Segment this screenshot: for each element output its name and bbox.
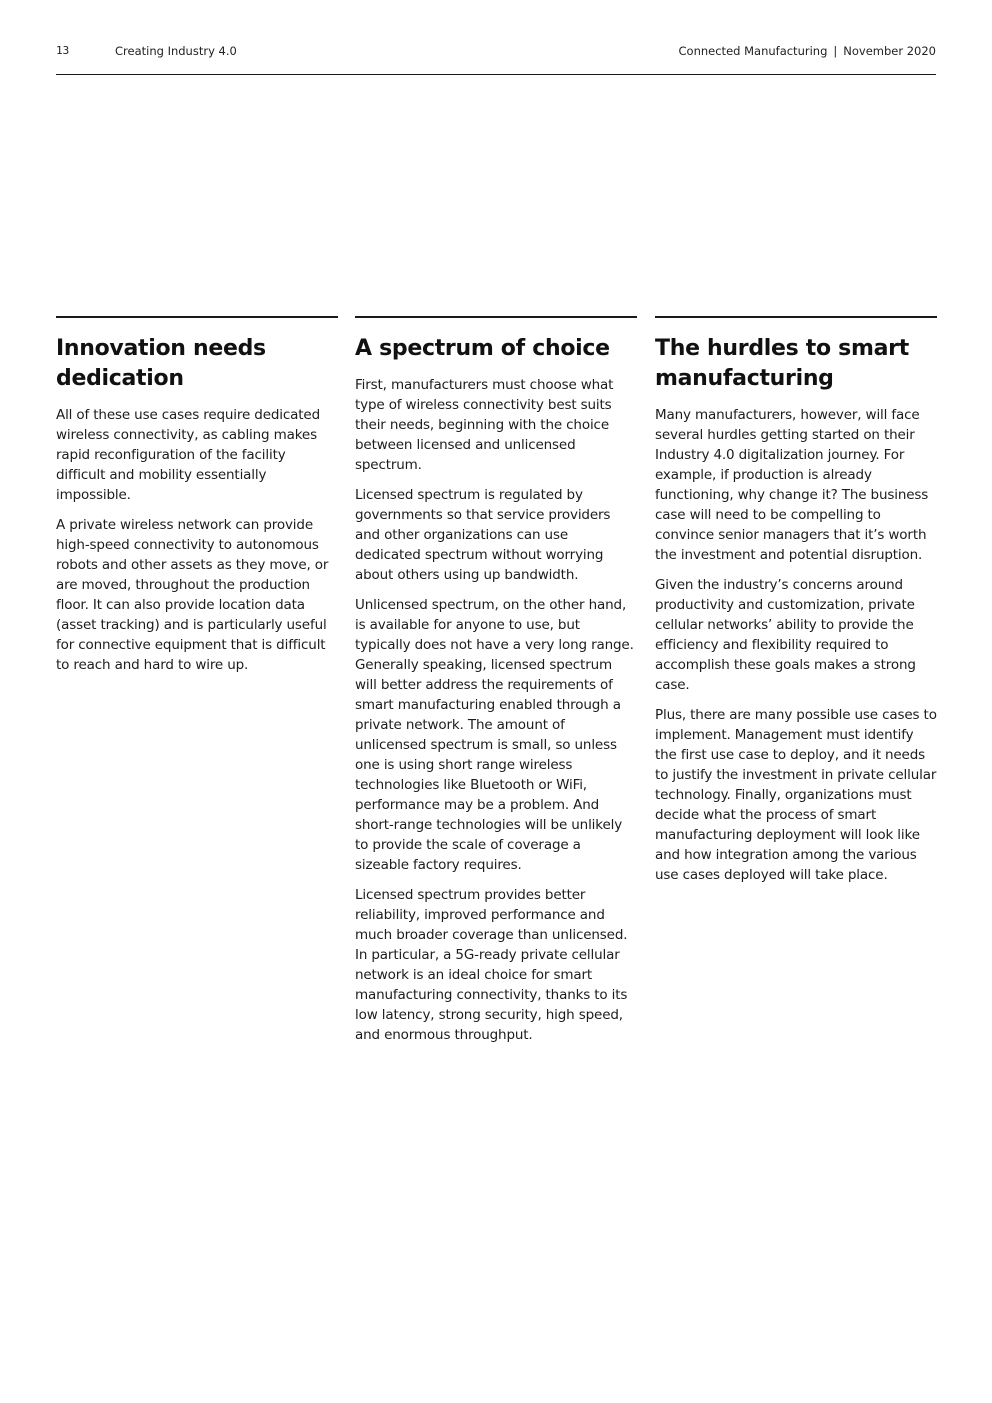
publication-info (679, 44, 936, 58)
paragraph: Given the industry’s concerns around productivity and customization, private cellular networks’ ability to provide the efficiency and flexibility required to accomplish these goals makes a strong case. (655, 577, 916, 693)
column-hurdles (655, 316, 937, 895)
column-heading: A spectrum of choice (355, 336, 610, 361)
paragraph: First, manufacturers must choose what type of wireless connectivity best suits their needs, beginning with the choice between licensed and unlicensed spectrum. (355, 377, 614, 473)
paragraph: Many manufacturers, however, will face several hurdles getting started on their Industry 4.0 digitalization journey. For example, if production is already functioning, why change it? The business case will need to be compelling to convince senior managers that it’s worth the investment and potential disruption. (655, 407, 929, 563)
paragraph: All of these use cases require dedicated wireless connectivity, as cabling makes rapid reconfiguration of the facility difficult and mobility essentially impossible. (56, 407, 321, 503)
column-heading: Innovation needs dedication (56, 336, 266, 391)
publication-name: Connected Manufacturing (678, 44, 828, 58)
column-body (355, 375, 637, 1045)
column-innovation (56, 316, 338, 685)
paragraph: Unlicensed spectrum, on the other hand, is available for anyone to use, but typically does not have a very long range. Generally speaking, licensed spectrum will better address the requirements of smart manufacturing enabled through a private network. The amount of unlicensed spectrum is small, so unless one is using short range wireless technologies like Bluetooth or WiFi, performance may be a problem. And short-range technologies will be unlikely to provide the scale of coverage a sizeable factory requires. (355, 597, 634, 873)
column-heading: The hurdles to smart manufacturing (655, 336, 909, 391)
paragraph: Licensed spectrum provides better reliability, improved performance and much broader coverage than unlicensed. In particular, a 5G-ready private cellular network is an ideal choice for smart manufacturing connectivity, thanks to its low latency, strong security, high speed, and enormous throughput. (355, 887, 628, 1043)
header-separator: | (833, 44, 838, 58)
column-body (655, 405, 937, 885)
paragraph: Plus, there are many possible use cases to implement. Management must identify the first use case to deploy, and it needs to justify the investment in private cellular technology. Finally, organizations must decide what the process of smart manufacturing deployment will look like and how integration among the various use cases deployed will take place. (655, 707, 937, 883)
paragraph: A private wireless network can provide high-speed connectivity to autonomous robots and other assets as they move, or are moved, throughout the production floor. It can also provide location data (asset tracking) and is particularly useful for connective equipment that is difficult to reach and hard to wire up. (56, 517, 329, 673)
page-header (56, 40, 936, 75)
column-spectrum (355, 316, 637, 1055)
publication-date: November 2020 (843, 44, 936, 58)
column-body (56, 405, 338, 675)
page-number: 13 (56, 44, 70, 57)
section-title: Creating Industry 4.0 (115, 44, 237, 58)
paragraph: Licensed spectrum is regulated by governments so that service providers and other organizations can use dedicated spectrum without worrying about others using up bandwidth. (355, 487, 611, 583)
